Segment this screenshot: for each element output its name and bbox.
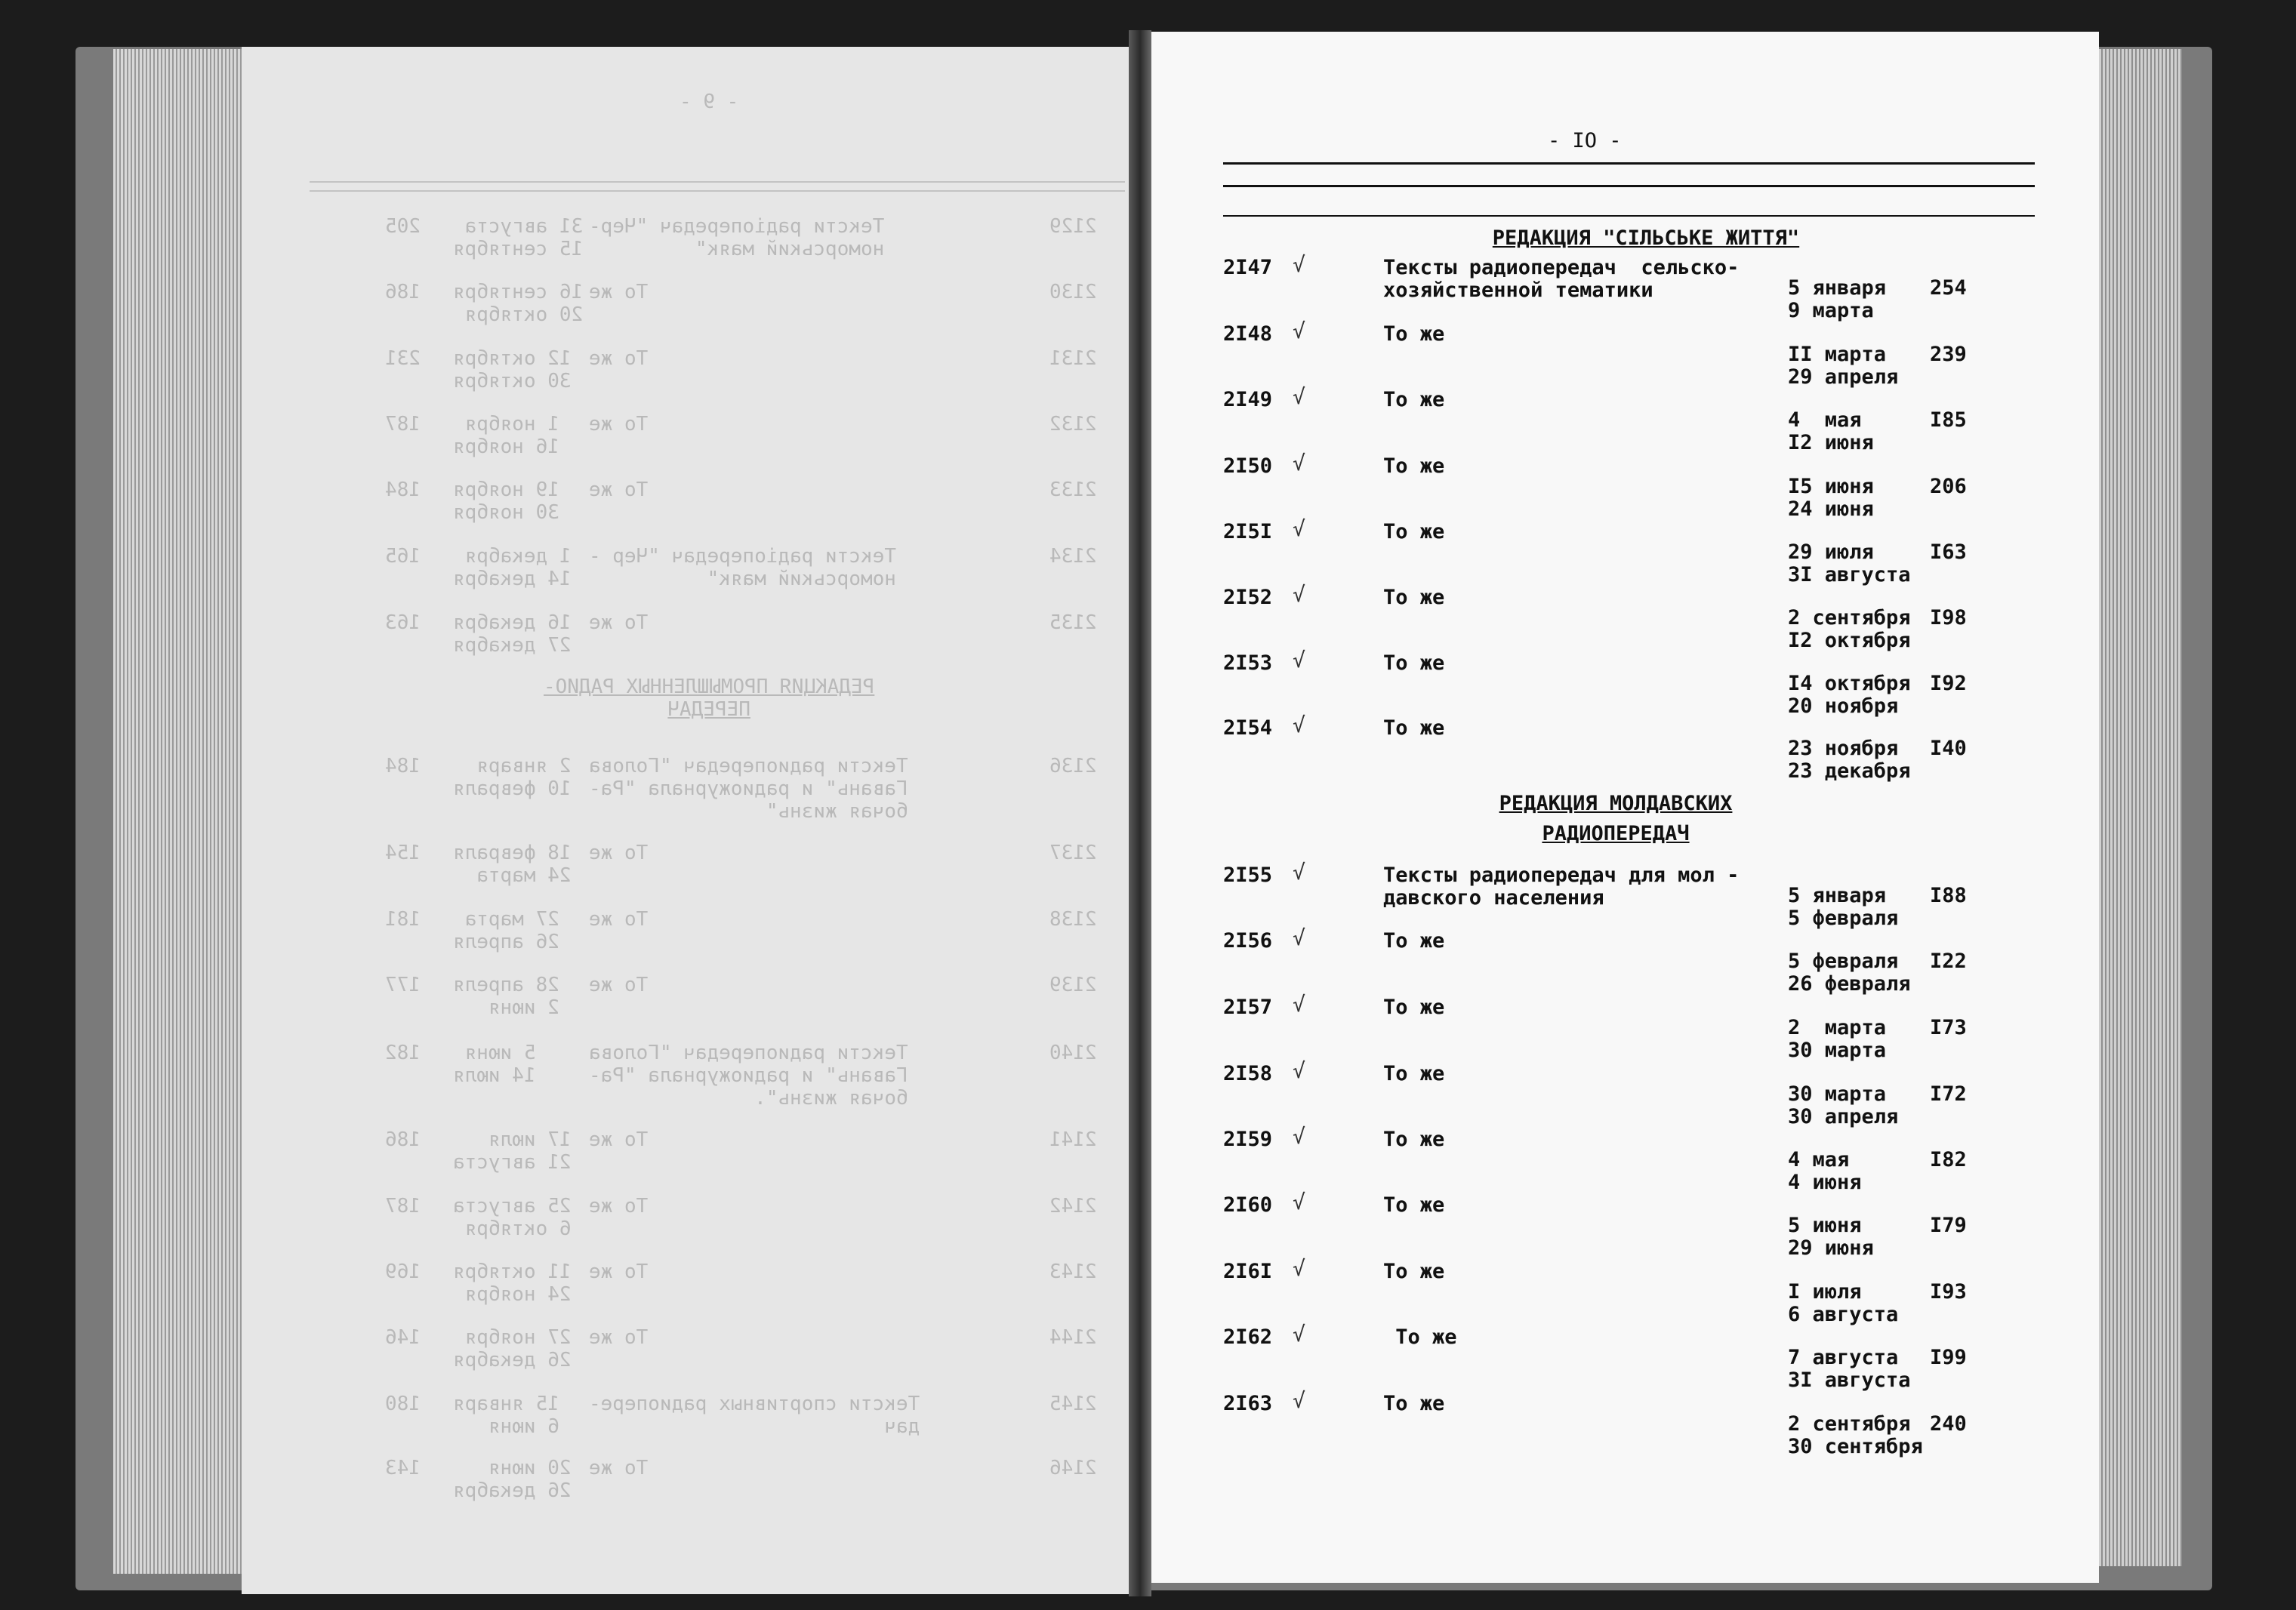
inventory-number: 2I63 bbox=[1223, 1392, 1273, 1415]
ghost-inventory-number: 2144 bbox=[1049, 1326, 1097, 1349]
ghost-inventory-number: 2130 bbox=[1049, 281, 1097, 303]
record-title: То же bbox=[1383, 1392, 1445, 1415]
ghost-record-title: Тексти радіопередач "Чер - номорський маяк" bbox=[589, 545, 896, 590]
ghost-record-dates: 16 сентября 20 октября bbox=[453, 281, 584, 326]
ghost-record-title: То же bbox=[589, 281, 649, 303]
inventory-number: 2I59 bbox=[1223, 1128, 1273, 1151]
check-mark-icon: √ bbox=[1293, 925, 1305, 950]
record-pages: 240 bbox=[1930, 1412, 1967, 1436]
check-mark-icon: √ bbox=[1293, 252, 1305, 277]
inventory-number: 2I62 bbox=[1223, 1325, 1273, 1349]
right-rule-2 bbox=[1223, 185, 2035, 187]
check-mark-icon: √ bbox=[1293, 451, 1305, 476]
record-title: То же bbox=[1383, 388, 1445, 411]
check-mark-icon: √ bbox=[1293, 319, 1305, 343]
ghost-record-pages: 231 bbox=[385, 347, 421, 370]
check-mark-icon: √ bbox=[1293, 1256, 1305, 1281]
ghost-record-title: То же bbox=[589, 479, 649, 501]
ghost-inventory-number: 2140 bbox=[1049, 1042, 1097, 1064]
left-rule-1 bbox=[310, 181, 1125, 183]
ghost-record-title: Тексти радіопередач "Чер- номорський маяк" bbox=[589, 215, 885, 260]
ghost-record-dates: 12 октября 30 октября bbox=[453, 347, 572, 392]
ghost-record-pages: 146 bbox=[385, 1326, 421, 1349]
ghost-record-title: Тексти радиопередач "Голова Гавань" и радиожурнала "Ра- бочая жизнь". bbox=[589, 1042, 908, 1110]
ghost-inventory-number: 2142 bbox=[1049, 1195, 1097, 1218]
ghost-record-pages: 186 bbox=[385, 1128, 421, 1151]
record-pages: I99 bbox=[1930, 1346, 1967, 1369]
ghost-inventory-number: 2141 bbox=[1049, 1128, 1097, 1151]
record-pages: 239 bbox=[1930, 343, 1967, 366]
ghost-record-dates: 20 июня 26 декабря bbox=[453, 1457, 572, 1502]
ghost-record-title: То же bbox=[589, 842, 649, 864]
check-mark-icon: √ bbox=[1293, 516, 1305, 541]
ghost-record-pages: 163 bbox=[385, 611, 421, 634]
record-pages: I22 bbox=[1930, 950, 1967, 973]
ghost-record-pages: 205 bbox=[385, 215, 421, 238]
check-mark-icon: √ bbox=[1293, 1322, 1305, 1347]
ghost-record-dates: 18 февраля 24 марта bbox=[453, 842, 572, 887]
record-pages: I79 bbox=[1930, 1214, 1967, 1237]
record-dates: II марта 29 апреля bbox=[1788, 343, 1899, 389]
record-title: То же bbox=[1383, 454, 1445, 478]
record-pages: I88 bbox=[1930, 884, 1967, 907]
check-mark-icon: √ bbox=[1293, 1124, 1305, 1149]
check-mark-icon: √ bbox=[1293, 860, 1305, 885]
ghost-inventory-number: 2136 bbox=[1049, 755, 1097, 777]
ghost-inventory-number: 2137 bbox=[1049, 842, 1097, 864]
right-page-number: - IO - bbox=[1548, 129, 1622, 152]
record-dates: I5 июня 24 июня bbox=[1788, 475, 1874, 521]
ghost-record-pages: 169 bbox=[385, 1261, 421, 1283]
ghost-record-dates: 2 января 10 февраля bbox=[453, 755, 572, 800]
ghost-record-pages: 187 bbox=[385, 1195, 421, 1218]
inventory-number: 2I5I bbox=[1223, 520, 1273, 543]
record-dates: 5 января 9 марта bbox=[1788, 276, 1887, 322]
heading-silske-zhyttia: РЕДАКЦИЯ "СІЛЬСЬКЕ ЖИТТЯ" bbox=[1492, 226, 1800, 250]
inventory-number: 2I48 bbox=[1223, 322, 1273, 346]
ghost-record-title: То же bbox=[589, 974, 649, 996]
ghost-record-dates: 11 октября 24 ноября bbox=[453, 1261, 572, 1306]
record-title: То же bbox=[1383, 520, 1445, 543]
record-dates: 2 марта 30 марта bbox=[1788, 1016, 1887, 1062]
ghost-record-pages: 180 bbox=[385, 1393, 421, 1415]
record-pages: I72 bbox=[1930, 1082, 1967, 1106]
ghost-record-dates: 1 ноября 16 ноября bbox=[453, 413, 559, 458]
record-title: То же bbox=[1383, 1260, 1445, 1283]
record-dates: 30 марта 30 апреля bbox=[1788, 1082, 1899, 1128]
book-gutter bbox=[1129, 30, 1151, 1596]
ghost-inventory-number: 2129 bbox=[1049, 215, 1097, 238]
ghost-inventory-number: 2133 bbox=[1049, 479, 1097, 501]
inventory-number: 2I47 bbox=[1223, 256, 1273, 279]
ghost-record-pages: 186 bbox=[385, 281, 421, 303]
ghost-inventory-number: 2143 bbox=[1049, 1261, 1097, 1283]
ghost-record-dates: 17 июля 21 августа bbox=[453, 1128, 572, 1174]
ghost-record-dates: 5 июня 14 июля bbox=[453, 1042, 536, 1087]
check-mark-icon: √ bbox=[1293, 582, 1305, 607]
right-rule-1 bbox=[1223, 162, 2035, 165]
ghost-record-title: Тексти радиопередач "Голова Гавань" и радиожурнала "Ра- бочая жизнь" bbox=[589, 755, 908, 823]
record-dates: I июля 6 августа bbox=[1788, 1280, 1899, 1326]
record-pages: I85 bbox=[1930, 408, 1967, 432]
inventory-number: 2I58 bbox=[1223, 1062, 1273, 1085]
ghost-record-title: То же bbox=[589, 1128, 649, 1151]
record-dates: I4 октября 20 ноября bbox=[1788, 672, 1911, 718]
ghost-record-title: То же bbox=[589, 611, 649, 634]
inventory-number: 2I56 bbox=[1223, 929, 1273, 953]
ghost-inventory-number: 2135 bbox=[1049, 611, 1097, 634]
check-mark-icon: √ bbox=[1293, 1190, 1305, 1214]
ghost-section-heading: РЕДАКЦИЯ ПРОМЫШЛЕННЫХ РАДИО- ПЕРЕДАЧ bbox=[544, 676, 875, 721]
left-rule-2 bbox=[310, 190, 1125, 192]
record-title: То же bbox=[1383, 586, 1445, 609]
check-mark-icon: √ bbox=[1293, 1058, 1305, 1083]
ghost-record-pages: 143 bbox=[385, 1457, 421, 1479]
ghost-record-pages: 154 bbox=[385, 842, 421, 864]
ghost-record-pages: 165 bbox=[385, 545, 421, 568]
inventory-number: 2I49 bbox=[1223, 388, 1273, 411]
check-mark-icon: √ bbox=[1293, 1388, 1305, 1413]
inventory-number: 2I52 bbox=[1223, 586, 1273, 609]
ghost-inventory-number: 2146 bbox=[1049, 1457, 1097, 1479]
inventory-number: 2I53 bbox=[1223, 651, 1273, 675]
ghost-record-dates: 1 декабря 14 декабря bbox=[453, 545, 572, 590]
record-dates: 4 мая I2 июня bbox=[1788, 408, 1874, 454]
ghost-record-pages: 177 bbox=[385, 974, 421, 996]
ghost-record-pages: 184 bbox=[385, 755, 421, 777]
ghost-record-title: То же bbox=[589, 1261, 649, 1283]
record-pages: I92 bbox=[1930, 672, 1967, 695]
ghost-record-title: То же bbox=[589, 1195, 649, 1218]
record-dates: 29 июля 3I августа bbox=[1788, 540, 1911, 586]
record-pages: I93 bbox=[1930, 1280, 1967, 1304]
inventory-number: 2I54 bbox=[1223, 716, 1273, 740]
record-pages: 206 bbox=[1930, 475, 1967, 498]
record-title: То же bbox=[1383, 996, 1445, 1019]
inventory-number: 2I60 bbox=[1223, 1193, 1273, 1217]
record-dates: 23 ноября 23 декабря bbox=[1788, 737, 1911, 783]
ghost-record-dates: 27 ноября 26 декабря bbox=[453, 1326, 572, 1371]
ghost-record-title: То же bbox=[589, 908, 649, 931]
ghost-inventory-number: 2138 bbox=[1049, 908, 1097, 931]
record-title: То же bbox=[1383, 651, 1445, 675]
left-page-number: - 9 - bbox=[680, 91, 739, 113]
check-mark-icon: √ bbox=[1293, 384, 1305, 409]
record-title: То же bbox=[1383, 1062, 1445, 1085]
ghost-record-dates: 16 декабря 27 декабря bbox=[453, 611, 572, 657]
ghost-record-dates: 15 января 6 июня bbox=[453, 1393, 559, 1438]
ghost-record-dates: 25 августа 6 октября bbox=[453, 1195, 572, 1240]
record-dates: 5 января 5 февраля bbox=[1788, 884, 1899, 930]
record-title: То же bbox=[1383, 1325, 1457, 1349]
ghost-record-dates: 19 ноября 30 ноября bbox=[453, 479, 559, 524]
inventory-number: 2I55 bbox=[1223, 863, 1273, 887]
inventory-number: 2I6I bbox=[1223, 1260, 1273, 1283]
ghost-record-title: То же bbox=[589, 1326, 649, 1349]
record-pages: I40 bbox=[1930, 737, 1967, 760]
record-title: То же bbox=[1383, 929, 1445, 953]
inventory-number: 2I57 bbox=[1223, 996, 1273, 1019]
inventory-number: 2I50 bbox=[1223, 454, 1273, 478]
record-dates: 4 мая 4 июня bbox=[1788, 1148, 1862, 1194]
ghost-inventory-number: 2131 bbox=[1049, 347, 1097, 370]
ghost-record-dates: 28 апреля 2 июня bbox=[453, 974, 559, 1019]
ghost-record-dates: 27 марта 26 апреля bbox=[453, 908, 559, 953]
record-title: То же bbox=[1383, 716, 1445, 740]
ghost-record-title: То же bbox=[589, 347, 649, 370]
record-dates: 2 сентября I2 октября bbox=[1788, 606, 1911, 652]
record-dates: 2 сентября 30 сентября bbox=[1788, 1412, 1923, 1458]
record-pages: I63 bbox=[1930, 540, 1967, 564]
ghost-record-title: Тексти спортивных радиопере- дач bbox=[589, 1393, 920, 1438]
heading-moldavian-broadcasts: РЕДАКЦИЯ МОЛДАВСКИХ РАДИОПЕРЕДАЧ bbox=[1499, 792, 1733, 845]
ghost-record-pages: 181 bbox=[385, 908, 421, 931]
ghost-record-title: То же bbox=[589, 1457, 649, 1479]
record-title: То же bbox=[1383, 322, 1445, 346]
record-dates: 7 августа 3I августа bbox=[1788, 1346, 1911, 1392]
check-mark-icon: √ bbox=[1293, 713, 1305, 737]
ghost-inventory-number: 2132 bbox=[1049, 413, 1097, 436]
record-pages: 254 bbox=[1930, 276, 1967, 300]
record-title: То же bbox=[1383, 1193, 1445, 1217]
record-title: Тексты радиопередач для мол - давского населения bbox=[1383, 863, 1740, 910]
record-pages: I98 bbox=[1930, 606, 1967, 630]
ghost-inventory-number: 2145 bbox=[1049, 1393, 1097, 1415]
record-title: Тексты радиопередач сельско- хозяйственной тематики bbox=[1383, 256, 1740, 302]
ghost-record-pages: 182 bbox=[385, 1042, 421, 1064]
record-pages: I82 bbox=[1930, 1148, 1967, 1171]
record-dates: 5 февраля 26 февраля bbox=[1788, 950, 1911, 996]
record-pages: I73 bbox=[1930, 1016, 1967, 1039]
ghost-record-pages: 184 bbox=[385, 479, 421, 501]
ghost-record-dates: 31 августа 15 сентября bbox=[453, 215, 584, 260]
check-mark-icon: √ bbox=[1293, 992, 1305, 1017]
ghost-inventory-number: 2134 bbox=[1049, 545, 1097, 568]
ghost-inventory-number: 2139 bbox=[1049, 974, 1097, 996]
record-dates: 5 июня 29 июня bbox=[1788, 1214, 1874, 1260]
ghost-record-pages: 187 bbox=[385, 413, 421, 436]
right-rule-3 bbox=[1223, 215, 2035, 217]
check-mark-icon: √ bbox=[1293, 648, 1305, 673]
record-title: То же bbox=[1383, 1128, 1445, 1151]
ghost-record-title: То же bbox=[589, 413, 649, 436]
